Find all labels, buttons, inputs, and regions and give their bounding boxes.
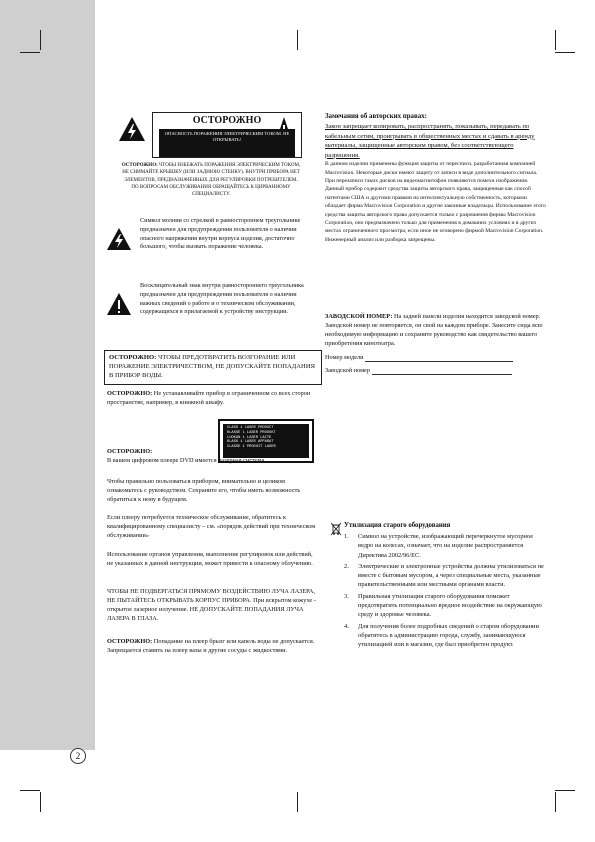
service-paragraph: Если плееру потребуется техническое обслуживание, обратитесь к квалифицированному специалисту – см. «порядок действий при техническом обслуживании» (107, 514, 316, 539)
fire-caution-lead: ОСТОРОЖНО: (109, 354, 157, 361)
exclamation-symbol-text: Восклицательный знак внутри равностороннего треугольника предназначен для предупреждения пользователя о наличии важных сведений о работе и о техническом обслуживании, содержащихся в прилагаемой к устройству инструкции. (140, 282, 304, 316)
crop-mark (40, 792, 41, 812)
copyright-body: В данном изделии применены функция защиты от пересписи, разработанная компанией Macrovision. Некоторые диски имеют защиту от записи в виде дополнительного сигнала. При перезаписи таких дисков на видеомагнитофон появляются помехи изображения. Данный прибор содержит средства защиты авторского права, защищенные как способ патентами США и другими правами на интеллектуальную собственность, которыми обладает фирма Macrovision Corporation и другие законные владельцы. Использование этого средства защиты авторского права допускается только с разрешения фирмы Macrovision Corporation, оно предназначено только для применения в домашних условиях и в других местах ограниченного просмотра, если иное не оговорено фирмой Macrovision Corporation. Инженерный анализ или разборка запрещены. (325, 161, 546, 243)
page-number: 2 (70, 748, 86, 764)
fire-caution-box (104, 350, 322, 385)
copyright-section (325, 112, 547, 244)
caution-label-title: ОСТОРОЖНО (192, 115, 262, 126)
weee-item-number: 3. (344, 592, 349, 600)
weee-item-number: 2. (344, 562, 349, 570)
install-caution-body: Не устанавливайте прибор в ограниченном со всех сторон пространстве, например, в книжной шкафу. (107, 390, 311, 406)
weee-list-item (344, 562, 544, 590)
lightning-symbol-block (106, 217, 306, 252)
weee-item-text: Электрические и электронные устройства должны утилизоваться не вместе с бытовым мусором, а через специальные места, указанные правительственными или местными органами власти. (358, 562, 544, 589)
weee-item-text: Правильная утилизация старого оборудования поможет предотвратить потенциально вредное воздействие на окружающую среду и здоровье человека. (358, 592, 542, 619)
shock-warning-lead: ОСТОРОЖНО: (121, 163, 158, 168)
lightning-triangle-icon (106, 227, 132, 251)
crop-mark (555, 30, 556, 50)
lightning-symbol-text: Символ молнии со стрелкой в равностороннем треугольнике предназначен для предупреждения пользователя о наличии опасного напряжения внутри корпуса изделия, достаточно большого, чтобы вызвать поражение человека. (140, 217, 301, 251)
laser-caution (107, 448, 317, 466)
laser-beam-paragraph: ЧТОБЫ НЕ ПОДВЕРГАТЬСЯ ПРЯМОМУ ВОЗДЕЙСТВИЮ ЛУЧА ЛАЗЕРА, НЕ ПЫТАЙТЕСЬ ОТКРЫВАТЬ КОРПУС ПРИБОРА. При вскрытом кожухе - открытое лазерное излучение. НЕ ДОПУСКАЙТЕ ПОПАДАНИЯ ЛУЧА ЛАЗЕРА В ГЛАЗА. (107, 588, 316, 622)
crop-mark (555, 52, 575, 53)
crop-mark (555, 792, 556, 812)
weee-item-text: Для получения более подробных сведений о старом оборудовании обратитесь в администрацию города, службу, занимающуюся утилизацией или в магазин, где был приобретен продукт. (358, 622, 539, 649)
crop-mark (297, 792, 298, 812)
caution-label-box (152, 112, 302, 158)
water-caution-lead: ОСТОРОЖНО: (107, 638, 153, 645)
crop-mark (40, 30, 41, 50)
shock-warning-text (121, 162, 301, 198)
weee-list-item (344, 622, 544, 650)
model-number-field (325, 353, 547, 362)
lightning-warning-icon (118, 116, 146, 142)
laser-label-line: CLASSE 1 PRODUIT LASER (227, 445, 276, 450)
weee-item-number: 4. (344, 622, 349, 630)
laser-label-line: LUOKAN 1 LASER LAITE (227, 435, 272, 440)
water-caution-body: Попадание на плеер брызг или капель воды не допускается. Запрещается ставить на плеер вазы и другие сосуды с жидкостями. (107, 638, 315, 654)
serial-body: На задней панели изделия находится заводской номер. Заводской номер не повторяется, он свой на каждом приборе. Занесите сюда всю необходимую информацию и сохраните руководство как свидетельство вашего приобретения кинотеатра. (325, 313, 543, 348)
laser-label-line: CLASS 1 LASER PRODUCT (227, 426, 274, 430)
crossed-bin-icon (330, 522, 342, 536)
weee-list-item (344, 532, 544, 560)
serial-number-line[interactable] (372, 368, 512, 375)
weee-item-number: 1. (344, 533, 349, 540)
water-caution (107, 638, 317, 656)
caution-label-subtitle: ОПАСНОСТЬ ПОРАЖЕНИЯ ЭЛЕКТРИЧЕСКИМ ТОКОМ. НЕ ОТКРЫВАТЬ! (159, 129, 295, 157)
copyright-title: Замечания об авторских правах: (325, 113, 427, 120)
serial-number-field (325, 366, 547, 375)
fire-caution-body: ЧТОБЫ ПРЕДОТВРАТИТЬ ВОЗГОРАНИЕ ИЛИ ПОРАЖЕНИЕ ЭЛЕКТРИЧЕСТВОМ, НЕ ДОПУСКАЙТЕ ПОПАДАНИЯ В ПРИБОР ВОДЫ. (109, 354, 315, 379)
laser-caution-body: В вашем цифровом плеере DVD имеется лазерная система. (107, 456, 266, 464)
exclamation-symbol-block (106, 282, 306, 317)
controls-paragraph: Использование органов управления, выполнение регулировок или действий, не указанных в данной инструкции, может привести к опасному облучению. (107, 551, 313, 567)
shock-warning-body: ЧТОБЫ ИЗБЕЖАТЬ ПОРАЖЕНИЯ ЭЛЕКТРИЧЕСКИМ ТОКОМ, НЕ СНИМАЙТЕ КРЫШКУ (ИЛИ ЗАДНЮЮ СТЕНКУ). ВНУТРИ ПРИБОРА НЕТ ЭЛЕМЕНТОВ, ПРЕДНАЗНАЧЕННЫХ ДЛЯ РЕГУЛИРОВКИ ПОТРЕБИТЕЛЕМ. ПО ВОПРОСАМ ОБСЛУЖИВАНИЯ ОБРАЩАЙТЕСЬ К ЦИРВАННОМУ СПЕЦИАЛИСТУ. (122, 163, 301, 197)
weee-title: Утилизация старого оборудования (344, 522, 451, 529)
crop-mark (20, 52, 40, 53)
crop-mark (297, 30, 298, 50)
weee-list (344, 532, 544, 651)
crop-mark (555, 790, 575, 791)
copyright-warning: Закон запрещает копировать, распространять, показывать, передавать по кабельным сетям, проигрывать в общественных местах и сдавать в аренду материалы, защищенные авторским правом, без соответствующего разрешения. (325, 123, 535, 159)
serial-number-section (325, 312, 547, 375)
crop-mark (20, 790, 40, 791)
model-number-line[interactable] (365, 355, 513, 362)
serial-lead: ЗАВОДСКОЙ НОМЕР: (325, 313, 393, 320)
serial-number-label: Заводской номер (325, 366, 371, 374)
install-caution-lead: ОСТОРОЖНО: (107, 390, 153, 397)
weee-list-item (344, 592, 544, 620)
install-caution (107, 390, 317, 408)
laser-caution-lead: ОСТОРОЖНО: (107, 448, 153, 455)
model-number-label: Номер модели (325, 353, 364, 361)
exclamation-triangle-icon (106, 292, 132, 316)
laser-label-line: KLASS 1 LASER APPARAT (227, 440, 274, 445)
manual-paragraph: Чтобы правильно пользоваться прибором, внимательно и целиком ознакомьтесь с руководством. Сохраните его, чтобы иметь возможность обратиться к нему в будущем. (107, 478, 301, 503)
laser-label-line: KLASSE 1 LASER PRODUKT (227, 430, 276, 435)
weee-item-text: Символ на устройстве, изображающий перечеркнутое мусорное ведро на колесах, означает, что на изделие распространяется Директива 2002/96/EC. (358, 533, 534, 559)
left-gray-margin (0, 0, 95, 750)
